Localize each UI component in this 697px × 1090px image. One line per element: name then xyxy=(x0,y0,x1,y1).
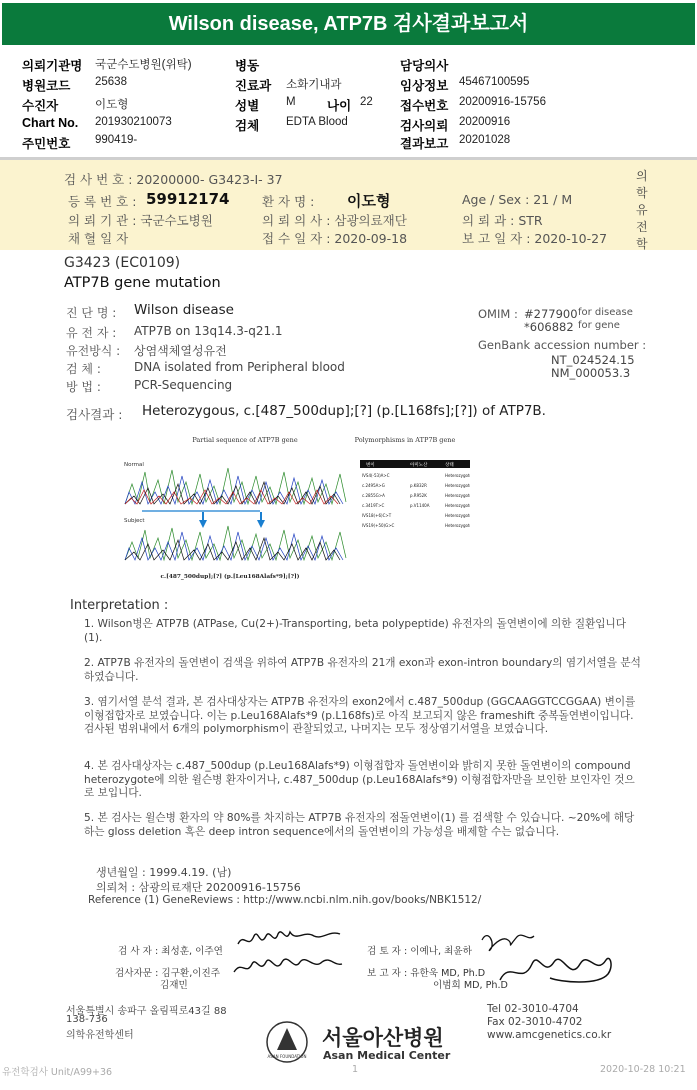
ward-label: 병동 xyxy=(235,59,260,73)
receipt-value: 20200916-15756 xyxy=(459,96,546,108)
receipt-label: 접수번호 xyxy=(400,99,449,113)
subject-label: Subject xyxy=(124,518,145,524)
test-number: 검 사 번 호 : 20200000- G3423-I- 37 xyxy=(64,172,283,187)
interp-p5: 5. 본 검사는 윌슨병 환자의 약 80%를 차지하는 ATP7B 유전자의 점돌연변이(1) 를 검색할 수 있습니다. ~20%에 해당하는 gloss deletion 혹은 deep intron sequence에서의 돌연변이의 가능성을 배제할 수는 없습니다. xyxy=(84,812,635,838)
patient-name: 이도형 xyxy=(347,192,391,210)
birth-date: 생년월일 : 1999.4.19. (남) xyxy=(96,866,232,879)
tester-signature xyxy=(230,922,350,982)
logo-text: ASAN FOUNDATION xyxy=(267,1054,307,1059)
omim-disease: #277900 xyxy=(524,307,578,321)
normal-label: Normal xyxy=(124,462,144,468)
omim-gene-note: for gene xyxy=(578,320,620,331)
ptable-r1-c0: c.2495A>G xyxy=(362,483,385,488)
gene-label: 유 전 자 : xyxy=(66,326,117,340)
report-label: 결과보고 xyxy=(400,137,449,151)
result-label: 검사결과 : xyxy=(66,407,123,422)
ptable-header-0: 변이 xyxy=(366,463,375,468)
age-value: 22 xyxy=(360,96,373,108)
gene-value: ATP7B on 13q14.3-q21.1 xyxy=(134,324,283,338)
test-name: ATP7B gene mutation xyxy=(64,275,221,291)
sex-label: 성별 xyxy=(235,99,260,113)
result-value: Heterozygous, c.[487_500dup];[?] (p.[L168fs];[?]) of ATP7B. xyxy=(142,403,546,419)
code-label: 병원코드 xyxy=(22,79,71,93)
ptable-r4-c0: IVS18(+6)C>T xyxy=(362,513,392,518)
id-label: 주민번호 xyxy=(22,137,71,151)
interp-p3: 3. 염기서열 분석 결과, 본 검사대상자는 ATP7B 유전자의 exon2에서 c.487_500dup (GGCAAGGTCCGGAA) 변이를 이형접합자로 보였습니다. 이는 p.Leu168Alafs*9 (p.L168fs)로 아직 보고되지 않은 frameshift 중복돌연변이입니다. 검사된 범위내에서 6개의 polymorphism이 관찰되었고, 나머지는 모두 정상염기서열을 보였습니다. xyxy=(84,696,636,735)
ptable-r0-c2: Heterozygote xyxy=(445,473,470,478)
hospital-name-kr: 서울아산병원 xyxy=(322,1026,444,1050)
lab-info-box xyxy=(0,160,697,250)
dept-label: 진료과 xyxy=(235,79,272,93)
genbank-2: NM_000053.3 xyxy=(551,366,631,380)
diag-value: Wilson disease xyxy=(134,302,234,318)
ptable-r5-c0: IVS19(+50)G>C xyxy=(362,523,395,528)
genbank-1: NT_024524.15 xyxy=(551,353,635,367)
report-title: Wilson disease, ATP7B 검사결과보고서 xyxy=(2,3,695,45)
method-value: PCR-Sequencing xyxy=(134,378,233,392)
chart-value: 201930210073 xyxy=(95,116,172,128)
ptable-r2-c2: Heterozygote xyxy=(445,493,470,498)
blood-date: 채 혈 일 자 xyxy=(68,231,129,246)
patient-name-label: 환 자 명 : xyxy=(262,194,315,209)
advisor-2: 김재민 xyxy=(160,980,188,991)
normal-trace xyxy=(125,468,346,504)
request-institution: 의 뢰 기 관 : 국군수도병원 xyxy=(68,213,213,228)
receipt-date: 접 수 일 자 : 2020-09-18 xyxy=(262,231,408,246)
omim-label: OMIM : xyxy=(478,307,518,321)
ptable-r5-c2: Heterozygote xyxy=(445,523,470,528)
request-label: 검사의뢰 xyxy=(400,119,449,133)
code-value: 25638 xyxy=(95,76,127,88)
dept-value: 소화기내과 xyxy=(286,79,342,91)
subject-trace xyxy=(125,526,346,560)
address-3: 의학유전학센터 xyxy=(66,1030,134,1041)
reporter: 보 고 자 : 유한욱 MD, Ph.D xyxy=(367,968,486,979)
polymorphism-table xyxy=(360,460,470,528)
ptable-r0-c0: IVS4(-53)A>C xyxy=(362,473,390,478)
fig-caption: c.[487_500dup];[?] (p.[Leu168Alafs*9];[?]) xyxy=(160,574,300,580)
hospital-label: 의뢰기관명 xyxy=(22,59,83,73)
ptable-r1-c2: Heterozygote xyxy=(445,483,470,488)
asan-foundation-logo xyxy=(265,1020,309,1064)
footer-timestamp: 2020-10-28 10:21 xyxy=(600,1064,686,1075)
request-value: 20200916 xyxy=(459,116,511,128)
inherit-value: 상염색체열성유전 xyxy=(134,344,227,358)
request-dept: 의 뢰 과 : STR xyxy=(462,213,543,228)
ptable-header-1: 아미노산 xyxy=(410,463,428,468)
ptable-r3-c2: Heterozygote xyxy=(445,503,470,508)
sequence-chromatogram xyxy=(120,432,470,592)
test-code: G3423 (EC0109) xyxy=(64,255,181,271)
interpretation-title: Interpretation : xyxy=(70,598,169,613)
reviewer-signature xyxy=(470,920,620,995)
inherit-label: 유전방식 : xyxy=(66,344,121,358)
method-label: 방 법 : xyxy=(66,380,101,394)
report-value: 20201028 xyxy=(459,134,511,146)
website: www.amcgenetics.co.kr xyxy=(487,1029,612,1041)
receiver-label: 수진자 xyxy=(22,99,59,113)
specimen-value: EDTA Blood xyxy=(286,116,348,128)
id-value: 990419- xyxy=(95,134,138,146)
request-doctor: 의 뢰 의 사 : 삼광의료재단 xyxy=(262,213,407,228)
tester: 검 사 자 : 최성훈, 이주연 xyxy=(118,946,223,957)
reg-label: 등 록 번 호 : xyxy=(68,194,137,209)
ptable-r3-c0: c.3419T>C xyxy=(362,503,385,508)
ptable-r3-c1: p.V1140A xyxy=(410,503,430,508)
sequence-figure xyxy=(120,432,470,592)
age-label: 나이 xyxy=(327,99,352,113)
address-1: 서울특별시 송파구 올림픽로43길 88 xyxy=(66,1006,227,1017)
hospital-value: 국군수도병원(위탁) xyxy=(95,59,192,71)
spec-label: 검 체 : xyxy=(66,362,101,376)
arrow-left-icon xyxy=(199,512,207,528)
reference: Reference (1) GeneReviews : http://www.ncbi.nlm.nih.gov/books/NBK1512/ xyxy=(88,894,482,906)
report-banner xyxy=(0,0,697,54)
sex-value: M xyxy=(286,96,296,108)
fig-right-title: Polymorphisms in ATP7B gene xyxy=(354,436,456,444)
interp-p4: 4. 본 검사대상자는 c.487_500dup (p.Leu168Alafs*9) 이형접합자 돌연변이와 밝히지 못한 돌연변이의 compound heterozygote에 의한 윌슨병 환자이거나, c.487_500dup (p.Leu168Alafs*9) 이형접합자만을 보인한 보인자인 것으로 보입니다. xyxy=(84,760,635,799)
omim-disease-note: for disease xyxy=(578,307,633,318)
ptable-r2-c0: c.2855G>A xyxy=(362,493,385,498)
ptable-header-2: 상태 xyxy=(445,463,454,468)
advisor: 검사자문 : 김구환,이진주 xyxy=(115,968,221,979)
address-2: 138-736 xyxy=(66,1014,108,1025)
chart-label: Chart No. xyxy=(22,116,79,130)
footer-unit: 유전학검사 Unit/A99+36 xyxy=(2,1067,113,1078)
fax: Fax 02-3010-4702 xyxy=(487,1016,583,1028)
tel: Tel 02-3010-4704 xyxy=(487,1003,579,1015)
specimen-label: 검체 xyxy=(235,119,260,133)
interp-p1: 1. Wilson병은 ATP7B (ATPase, Cu(2+)-Transporting, beta polypeptide) 유전자의 돌연변이에 의한 질환입니다 (1). xyxy=(84,618,627,644)
interp-p2: 2. ATP7B 유전자의 돌연변이 검색을 위하여 ATP7B 유전자의 21개 exon과 exon-intron boundary의 염기서열을 분석하였습니다. xyxy=(84,657,641,683)
age-sex: Age / Sex : 21 / M xyxy=(462,192,573,207)
arrow-right-icon xyxy=(257,512,265,528)
requester: 의뢰처 : 삼광의료재단 20200916-15756 xyxy=(96,881,301,894)
ptable-r1-c1: p.K832R xyxy=(410,483,427,488)
ptable-r4-c2: Heterozygote xyxy=(445,513,470,518)
omim-gene: *606882 xyxy=(524,320,574,334)
doctor-label: 담당의사 xyxy=(400,59,449,73)
clinical-label: 임상정보 xyxy=(400,79,449,93)
genbank-label: GenBank accession number : xyxy=(478,338,647,352)
page-footer xyxy=(0,1060,697,1090)
hospital-name-en: Asan Medical Center xyxy=(323,1049,451,1062)
ptable-r2-c1: p.R952K xyxy=(410,493,427,498)
side-department-label: 의학유전학 xyxy=(636,169,648,251)
reg-number: 59912174 xyxy=(146,190,230,208)
spec-value: DNA isolated from Peripheral blood xyxy=(134,360,345,374)
diag-label: 진 단 명 : xyxy=(66,306,117,320)
report-date: 보 고 일 자 : 2020-10-27 xyxy=(462,231,608,246)
footer-page: 1 xyxy=(352,1064,359,1075)
receiver-value: 이도형 xyxy=(95,99,129,111)
reporter-2: 이범희 MD, Ph.D xyxy=(433,980,508,991)
fig-left-title: Partial sequence of ATP7B gene xyxy=(192,436,298,444)
reviewer: 검 토 자 : 이예나, 최윤하 xyxy=(367,946,472,957)
clinical-value: 45467100595 xyxy=(459,76,530,88)
